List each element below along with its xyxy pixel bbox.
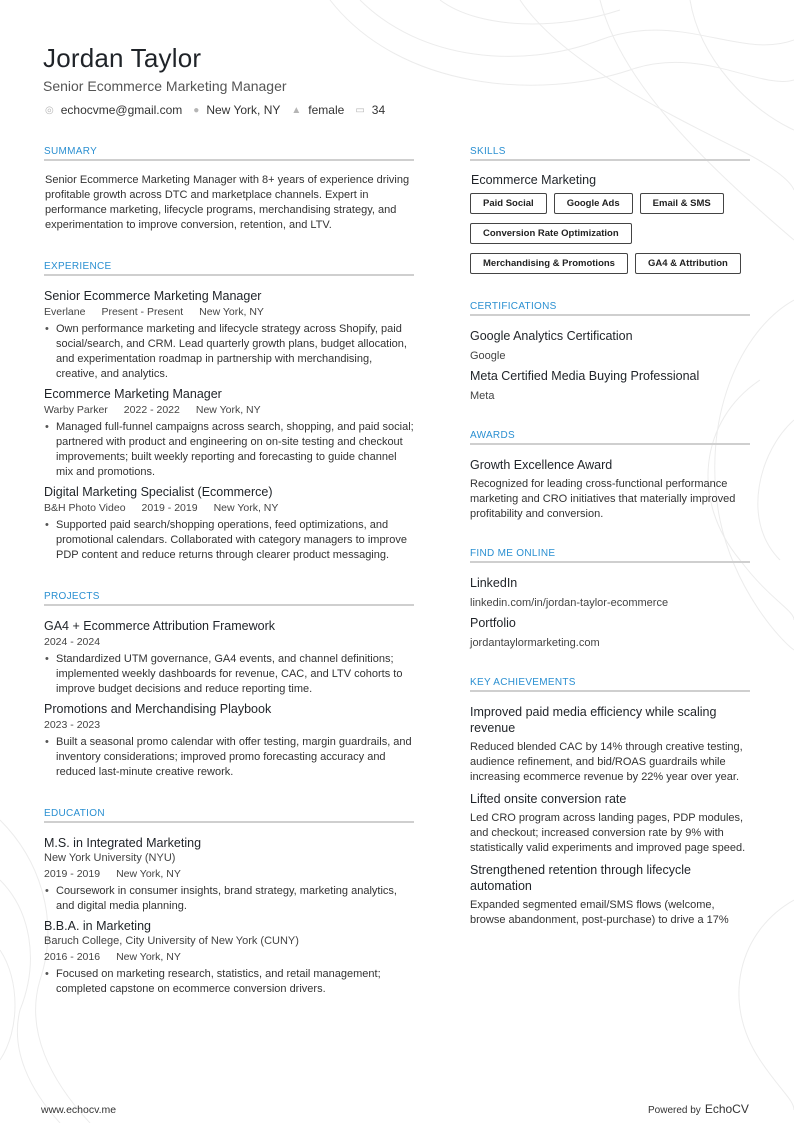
- job-meta: [44, 501, 414, 516]
- section-heading: CERTIFICATIONS: [470, 301, 750, 316]
- achievement-item: [470, 791, 750, 856]
- education-location: New York, NY: [116, 868, 181, 880]
- email-icon: ◎: [45, 104, 54, 116]
- section-heading: KEY ACHIEVEMENTS: [470, 677, 750, 692]
- skill-category: Ecommerce Marketing: [471, 173, 597, 187]
- achievements-section: [470, 677, 750, 928]
- certification-issuer: Google: [470, 350, 506, 362]
- experience-section: [44, 261, 414, 563]
- online-link[interactable]: jordantaylormarketing.com: [470, 637, 600, 649]
- education-meta: [44, 950, 414, 965]
- section-heading: SKILLS: [470, 146, 750, 161]
- job-title: Digital Marketing Specialist (Ecommerce): [44, 485, 273, 499]
- skill-tag-row: [470, 253, 750, 283]
- contact-gender-value: female: [308, 103, 345, 117]
- skill-tag: Merchandising & Promotions: [470, 253, 628, 274]
- contact-location: [193, 103, 280, 117]
- contact-email-value: echocvme@gmail.com: [60, 103, 183, 117]
- skill-tag: Paid Social: [470, 193, 547, 214]
- project-title: GA4 + Ecommerce Attribution Framework: [44, 619, 275, 633]
- contact-gender: [291, 103, 344, 117]
- online-section: [470, 548, 750, 651]
- achievement-item: [470, 862, 750, 928]
- footer-website[interactable]: www.echocv.me: [41, 1104, 117, 1116]
- project-title: Promotions and Merchandising Playbook: [44, 702, 272, 716]
- education-bullet: • Coursework in consumer insights, brand strategy, marketing analytics, and digital media planning.: [44, 884, 414, 914]
- skills-section: [470, 146, 750, 283]
- job-title: Senior Ecommerce Marketing Manager: [44, 289, 262, 303]
- candidate-title: Senior Ecommerce Marketing Manager: [43, 78, 287, 94]
- online-item: [470, 615, 750, 651]
- section-heading: SUMMARY: [44, 146, 414, 161]
- section-heading: AWARDS: [470, 430, 750, 445]
- job-bullet: • Managed full-funnel campaigns across search, shopping, and paid social; partnered with product and engineering on on-site testing and checkout improvements; built weekly reporting and forecasting to guide channel mix and promotions.: [44, 420, 414, 480]
- job-location: New York, NY: [195, 404, 261, 416]
- brand-logo-text[interactable]: EchoCV: [704, 1102, 749, 1116]
- certifications-section: [470, 301, 750, 404]
- project-item: [44, 618, 414, 697]
- left-column: [44, 146, 414, 997]
- awards-section: [470, 430, 750, 522]
- job-title: Ecommerce Marketing Manager: [44, 387, 222, 401]
- achievement-text: Reduced blended CAC by 14% through creative testing, audience refinement, and bid/ROAS guardrails while increasing ecommerce revenue by 22% year over year.: [470, 741, 743, 783]
- education-section: [44, 808, 414, 997]
- education-item: [44, 835, 414, 914]
- education-item: [44, 918, 414, 997]
- summary-section: [44, 146, 414, 233]
- certification-issuer: Meta: [470, 390, 495, 402]
- school-name: New York University (NYU): [44, 852, 176, 864]
- education-dates: 2019 - 2019: [44, 868, 101, 880]
- achievement-title: Strengthened retention through lifecycle automation: [470, 863, 691, 893]
- school-name: Baruch College, City University of New York (CUNY): [44, 935, 299, 947]
- education-dates: 2016 - 2016: [44, 951, 101, 963]
- job-location: New York, NY: [199, 306, 264, 318]
- location-icon: ●: [193, 104, 200, 116]
- job-dates: 2022 - 2022: [123, 404, 180, 416]
- job-company: B&H Photo Video: [44, 502, 126, 514]
- contact-location-value: New York, NY: [206, 103, 281, 117]
- skill-tag-row: [470, 223, 750, 253]
- degree-title: B.B.A. in Marketing: [44, 919, 151, 933]
- award-name: Growth Excellence Award: [470, 458, 613, 472]
- project-item: [44, 701, 414, 780]
- achievement-item: [470, 704, 750, 785]
- skill-tag: GA4 & Attribution: [635, 253, 741, 274]
- footer-powered-by: [648, 1102, 749, 1116]
- achievement-title: Lifted onsite conversion rate: [470, 792, 627, 806]
- section-heading: EDUCATION: [44, 808, 414, 823]
- experience-item: [44, 386, 414, 480]
- skill-tag: Google Ads: [554, 193, 633, 214]
- job-company: Warby Parker: [44, 404, 108, 416]
- section-heading: EXPERIENCE: [44, 261, 414, 276]
- candidate-name: Jordan Taylor: [43, 43, 202, 73]
- achievement-text: Expanded segmented email/SMS flows (welcome, browse abandonment, post-purchase) to drive a 17%: [470, 899, 729, 926]
- project-bullet: • Standardized UTM governance, GA4 events, and channel definitions; implemented weekly dashboards for revenue, CAC, and LTV cohorts to improve budget decisions and reduce reporting time.: [44, 652, 414, 697]
- projects-section: [44, 591, 414, 780]
- certification-name: Meta Certified Media Buying Professional: [470, 369, 700, 383]
- section-heading: PROJECTS: [44, 591, 414, 606]
- skill-tag: Email & SMS: [640, 193, 724, 214]
- contact-bar: [45, 103, 396, 117]
- contact-age-value: 34: [371, 103, 386, 117]
- job-company: Everlane: [44, 306, 86, 318]
- contact-age: [355, 103, 385, 117]
- job-meta: [44, 403, 414, 418]
- job-bullet: • Own performance marketing and lifecycle strategy across Shopify, paid social/search, and CRM. Lead quarterly growth plans, budget allocation, and experimentation roadmap in partnership with merchandising, creative, and analytics.: [44, 322, 414, 382]
- education-meta: [44, 867, 414, 882]
- job-dates: Present - Present: [101, 306, 184, 318]
- section-spacer: [470, 655, 750, 677]
- education-location: New York, NY: [116, 951, 181, 963]
- project-bullet: • Built a seasonal promo calendar with offer testing, margin guardrails, and inventory considerations; improved promo forecasting accuracy and reduced last-minute creative rework.: [44, 735, 414, 780]
- section-spacer: [470, 408, 750, 430]
- person-icon: ▲: [291, 104, 302, 116]
- skill-tag: Conversion Rate Optimization: [470, 223, 632, 244]
- certification-name: Google Analytics Certification: [470, 329, 633, 343]
- job-bullet: • Supported paid search/shopping operations, feed optimizations, and promotional calendars. Collaborated with category managers to improve PDP content and reduce returns through clearer product messaging.: [44, 518, 414, 563]
- achievement-text: Led CRO program across landing pages, PDP modules, and checkout; increased conversion rate by 9% with statistically valid experiments and improved page speed.: [470, 812, 746, 854]
- certification-item: [470, 328, 750, 364]
- project-dates: 2024 - 2024: [44, 636, 101, 648]
- project-dates: 2023 - 2023: [44, 719, 101, 731]
- section-heading: FIND ME ONLINE: [470, 548, 750, 563]
- right-column: [470, 146, 750, 934]
- experience-item: [44, 484, 414, 563]
- job-dates: 2019 - 2019: [141, 502, 198, 514]
- section-spacer: [470, 283, 750, 301]
- certification-item: [470, 368, 750, 404]
- education-bullet: • Focused on marketing research, statistics, and retail management; completed capstone on ecommerce conversion drivers.: [44, 967, 414, 997]
- online-item: [470, 575, 750, 611]
- experience-item: [44, 288, 414, 382]
- degree-title: M.S. in Integrated Marketing: [44, 836, 202, 850]
- calendar-icon: ▭: [355, 104, 365, 116]
- contact-email[interactable]: [45, 103, 182, 117]
- job-location: New York, NY: [213, 502, 279, 514]
- online-label: Portfolio: [470, 616, 516, 630]
- online-link[interactable]: linkedin.com/in/jordan-taylor-ecommerce: [470, 597, 669, 609]
- section-spacer: [470, 522, 750, 548]
- award-text: Recognized for leading cross-functional performance marketing and CRO initiatives that materially improved profitability and conversion.: [470, 478, 736, 520]
- powered-by-label: Powered by: [648, 1105, 701, 1116]
- online-label: LinkedIn: [470, 576, 518, 590]
- achievement-title: Improved paid media efficiency while scaling revenue: [470, 705, 717, 735]
- job-meta: [44, 305, 414, 320]
- skill-tag-row: [470, 193, 750, 223]
- summary-text: Senior Ecommerce Marketing Manager with 8+ years of experience driving profitable growth across DTC and marketplace channels. Expert in performance marketing, lifecycle programs, merchandising strategy, and experimentation to improve conversion, retention, and LTV.: [45, 174, 410, 231]
